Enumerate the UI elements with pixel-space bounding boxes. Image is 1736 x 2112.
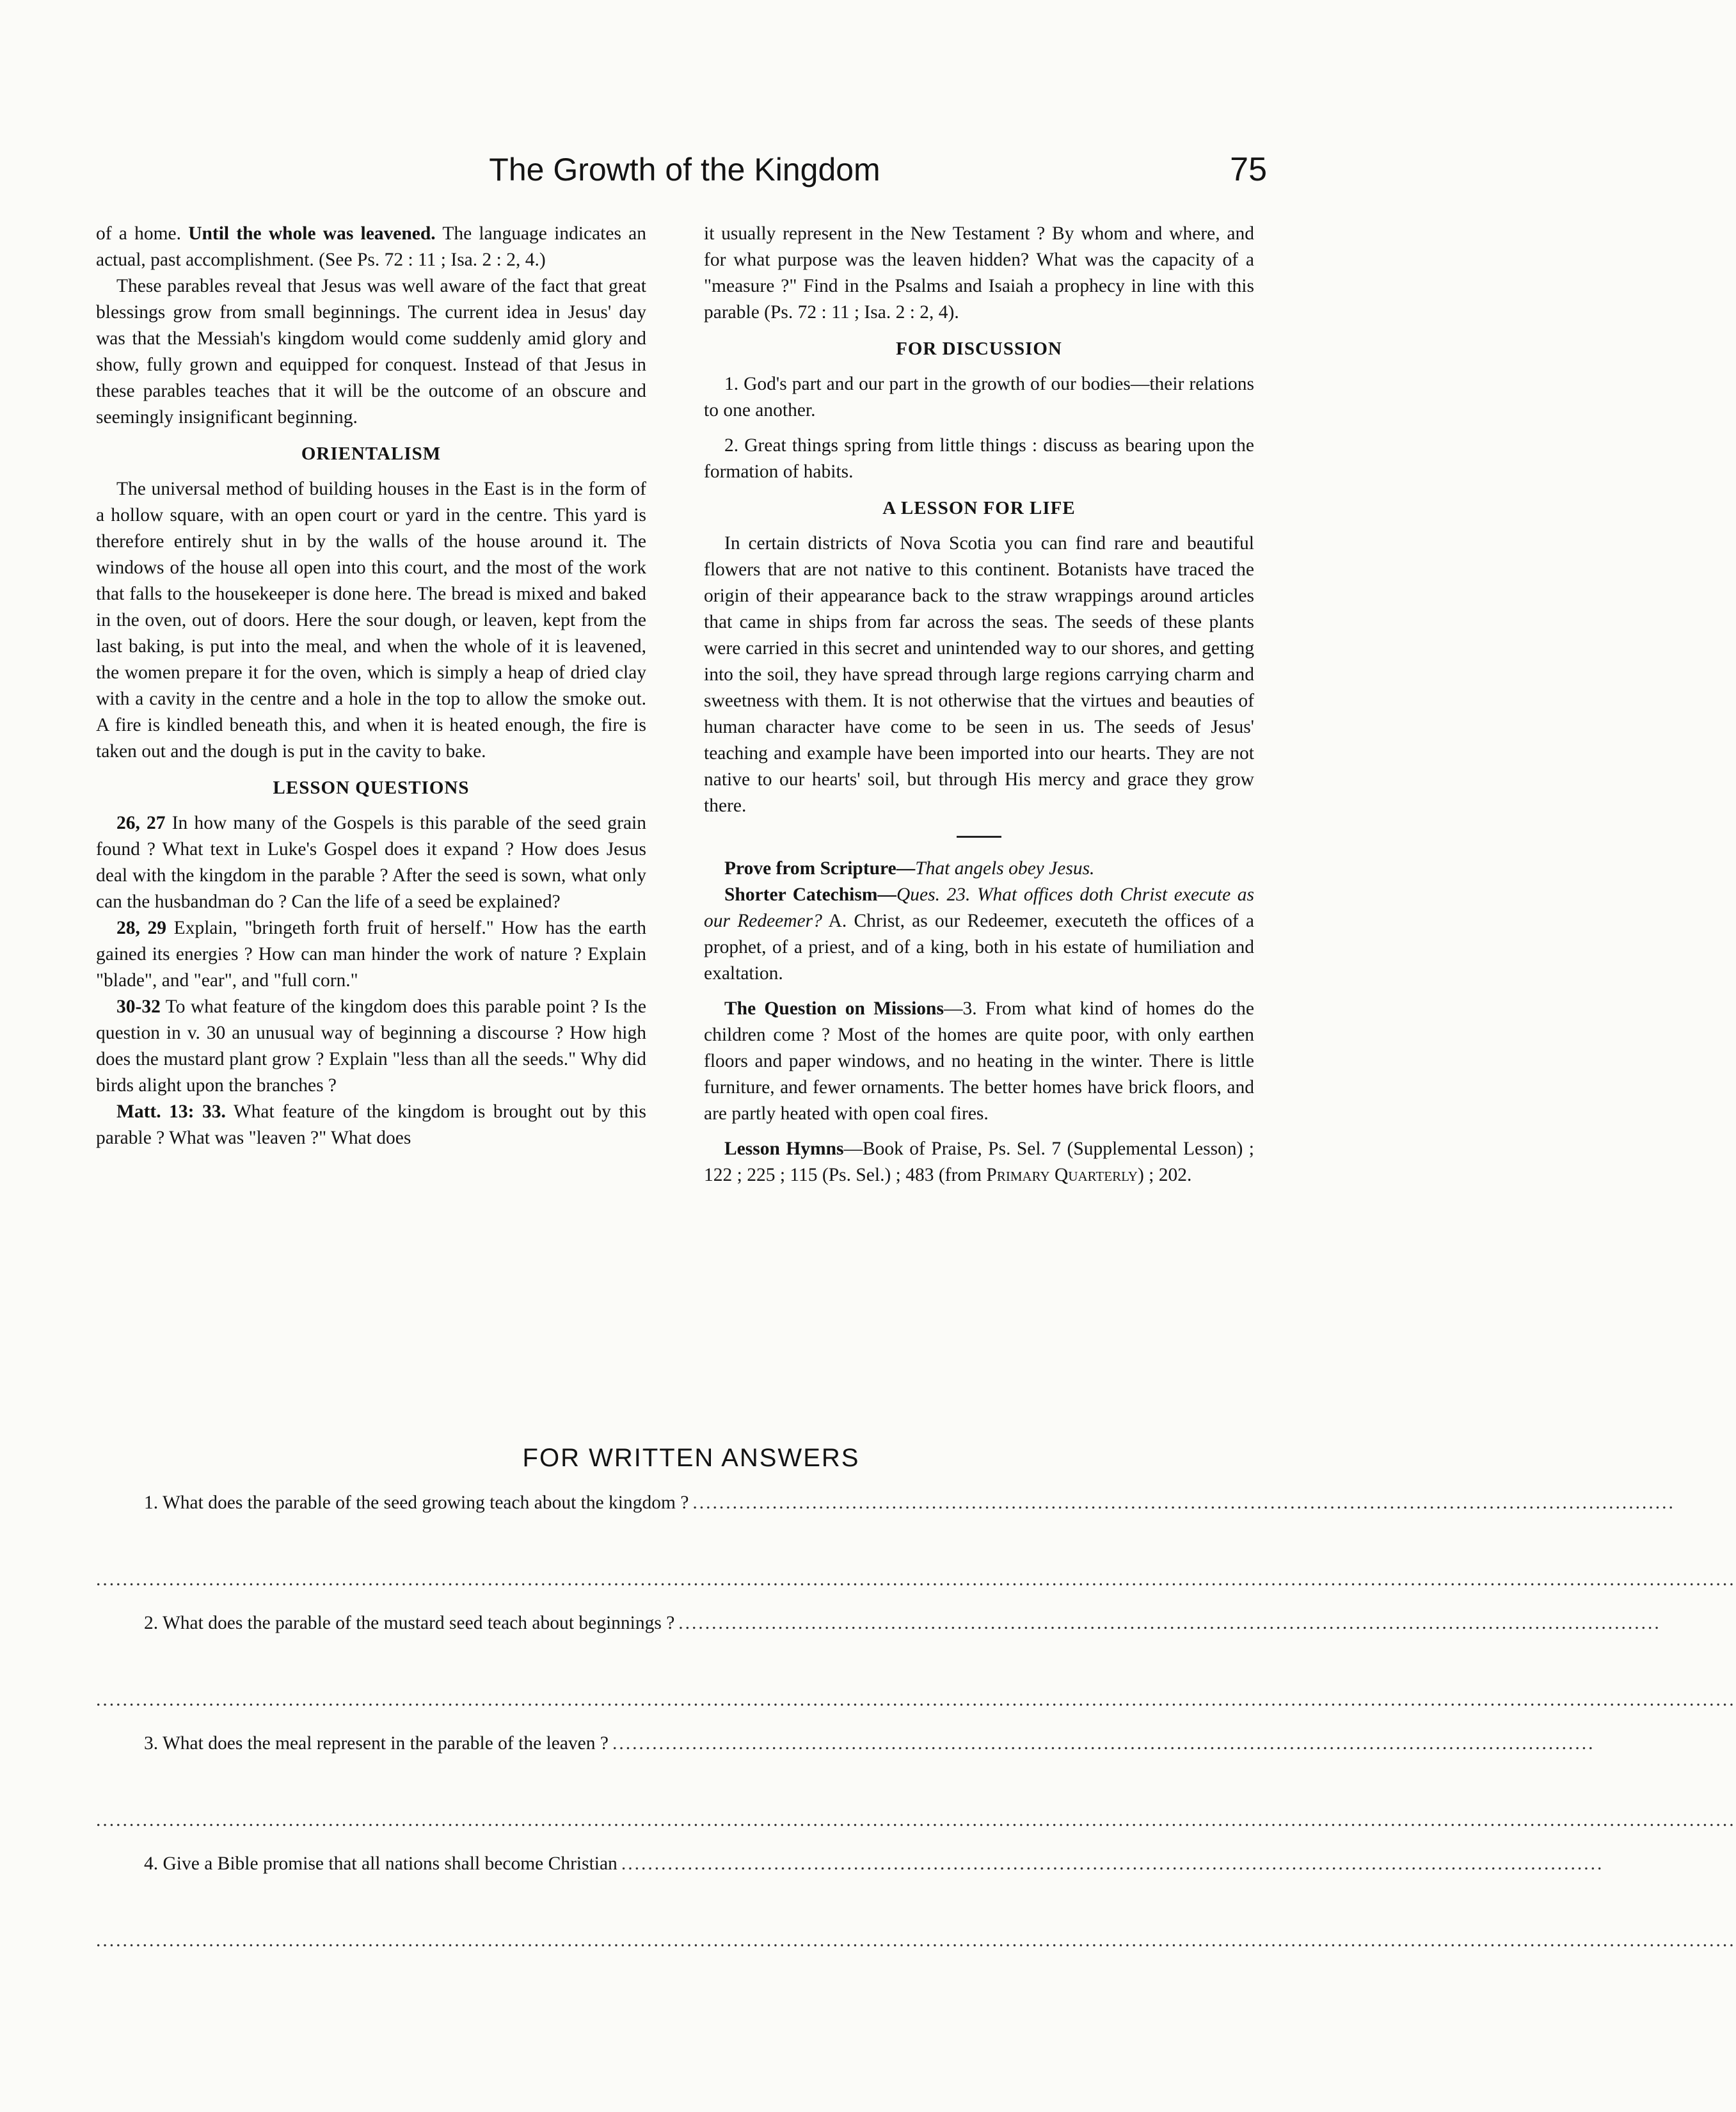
lesson-question-1 [96,810,646,915]
intro-bold-phrase: Until the whole was leavened. [188,223,436,244]
lesson-for-life-paragraph: In certain districts of Nova Scotia you can find rare and beautiful flowers that are not native to this continent. Botanists have traced the origin of their appearance back to the straw wrappings around articles that came in ships from far across the seas. The seeds of these plants were carried in this secret and unintended way to our shores, and getting into the soil, they have spread through large regions carrying charm and sweetness with them. It is not otherwise that the virtues and beauties of human character have come to be seen in us. The seeds of Jesus' teaching and example have been imported into our hearts. They are not native to our hearts' soil, but through His mercy and grace they grow there. [704,533,1254,816]
catechism-label: Shorter Catechism— [724,884,896,905]
lesson-question-2 [96,915,646,994]
answer-dots[interactable]: .................................................................................................................................................... [612,1733,1595,1754]
question-text: 1. What does the parable of the seed growing teach about the kingdom ? [144,1492,689,1513]
question-ref: 28, 29 [116,918,167,938]
continued-paragraph: it usually represent in the New Testament ? By whom and where, and for what purpose was the leaven hidden? What was the capacity of a "measure ?" Find in the Psalms and Isaiah a prophecy in line with this parable (Ps. 72 : 11 ; Isa. 2 : 2, 4). [704,223,1254,323]
lesson-for-life-heading: A LESSON FOR LIFE [882,498,1076,518]
orientalism-paragraph: The universal method of building houses in the East is in the form of a hollow square, with an open court or yard in the centre. This yard is therefore entirely shut in by the walls of the house around it. The windows of the house all open into this court, and the most of the work that falls to the housekeeper is done here. The bread is mixed and baked in the oven, out of doors. Here the sour dough, or leaven, kept from the last baking, is put into the meal, and when the whole of it is leavened, the women prepare it for the oven, which is simply a heap of dried clay with a cavity in the centre and a hole in the top to allow the smoke out. A fire is kindled beneath this, and when it is heated enough, the fire is taken out and the dough is put in the cavity to bake. [96,479,646,762]
discussion-item-2: 2. Great things spring from little things : discuss as bearing upon the formation of habits. [704,435,1254,482]
shorter-catechism [704,882,1254,987]
question-text: In how many of the Gospels is this parable of the seed grain found ? What text in Luke's Gospel does it expand ? How does Jesus deal with the kingdom in the parable ? After the seed is sown, what only can the husbandman do ? Can the life of a seed be explained? [96,813,647,912]
intro-text-rest: The language indicates an actual, past accomplishment. (See Ps. 72 : 11 ; Isa. 2 : 2, 4.) [96,223,646,270]
written-question-1 [96,1492,1736,1613]
prove-from-scripture [704,856,1254,882]
answer-dots[interactable]: .................................................................................................................................................... [621,1853,1604,1874]
written-question-3 [96,1733,1736,1853]
question-text: 2. What does the parable of the mustard seed teach about beginnings ? [144,1613,675,1633]
written-answers-section [96,1440,1736,1974]
answer-dots[interactable]: .................................................................................................................................................... [692,1492,1675,1513]
left-column [96,221,646,1151]
question-ref: 26, 27 [116,813,166,833]
missions-label: The Question on Missions [724,998,944,1019]
page-header [96,147,1293,205]
answer-line[interactable]: ....................................................................................................................................................................................................................................................... [96,1690,1736,1710]
prove-label: Prove from Scripture— [724,858,916,879]
written-question-4 [96,1853,1736,1974]
written-question-2 [96,1613,1736,1733]
intro-paragraph [96,221,646,273]
lesson-question-3 [96,994,646,1099]
running-title: The Growth of the Kingdom [489,152,880,188]
intro-text: of a home. [96,223,189,244]
lesson-hymns [704,1136,1254,1188]
question-ref: Matt. 13: 33. [116,1101,226,1122]
catechism-answer: A. Christ, as our Redeemer, executeth the offices of a prophet, of a priest, and of a king, both in his estate of humiliation and exaltation. [704,911,1254,984]
question-text: 4. Give a Bible promise that all nations shall become Christian [144,1853,617,1874]
orientalism-heading: ORIENTALISM [301,444,442,464]
prove-text: That angels obey Jesus. [915,858,1095,879]
answer-line[interactable]: ....................................................................................................................................................................................................................................................... [96,1930,1736,1951]
question-text: Explain, "bringeth forth fruit of herself." How has the earth gained its energies ? How can man hinder the work of nature ? Explain "blade", and "ear", and "full corn." [96,918,647,991]
question-ref: 30-32 [116,996,161,1017]
right-column [704,221,1254,1188]
answer-dots[interactable]: .................................................................................................................................................... [678,1613,1661,1633]
question-text: 3. What does the meal represent in the parable of the leaven ? [144,1733,609,1754]
question-text: To what feature of the kingdom does this parable point ? Is the question in v. 30 an unusual way of beginning a discourse ? How high does the mustard plant grow ? Explain "less than all the seeds." Why did birds alight upon the branches ? [96,996,646,1096]
lesson-question-4 [96,1099,646,1151]
discussion-item-1: 1. God's part and our part in the growth of our bodies—their relations to one another. [704,374,1254,420]
question-on-missions [704,996,1254,1127]
hymns-label: Lesson Hymns [724,1139,844,1159]
answer-line[interactable]: ....................................................................................................................................................................................................................................................... [96,1569,1736,1590]
answer-line[interactable]: ....................................................................................................................................................................................................................................................... [96,1810,1736,1830]
hymns-source: Primary Quarterly [986,1165,1138,1185]
discussion-heading: FOR DISCUSSION [896,339,1062,359]
parables-paragraph: These parables reveal that Jesus was well aware of the fact that great blessings grow from small beginnings. The current idea in Jesus' day was that the Messiah's kingdom would come suddenly amid glory and show, fully grown and equipped for conquest. Instead of that Jesus in these parables teaches that it will be the outcome of an obscure and seemingly insignificant beginning. [96,276,646,428]
missions-text: —3. From what kind of homes do the children come ? Most of the homes are quite poor, with only earthen floors and paper windows, and no heating in the winter. There is little furniture, and fewer ornaments. The better homes have brick floors, and are partly heated with open coal fires. [704,998,1254,1124]
lesson-questions-heading: LESSON QUESTIONS [273,778,470,798]
written-answers-heading: FOR WRITTEN ANSWERS [522,1444,860,1472]
page-number: 75 [1230,151,1267,188]
hymns-text: —Book of Praise, Ps. Sel. 7 (Supplemental Lesson) ; 122 ; 225 ; 115 (Ps. Sel.) ; 483 (from [704,1139,1254,1185]
hymns-end: ) ; 202. [1137,1165,1192,1185]
question-text: What feature of the kingdom is brought out by this parable ? What was "leaven ?" What does [96,1101,646,1148]
catechism-question: Ques. 23. What offices doth Christ execute as our Redeemer? [704,884,1254,931]
section-divider [957,836,1001,838]
